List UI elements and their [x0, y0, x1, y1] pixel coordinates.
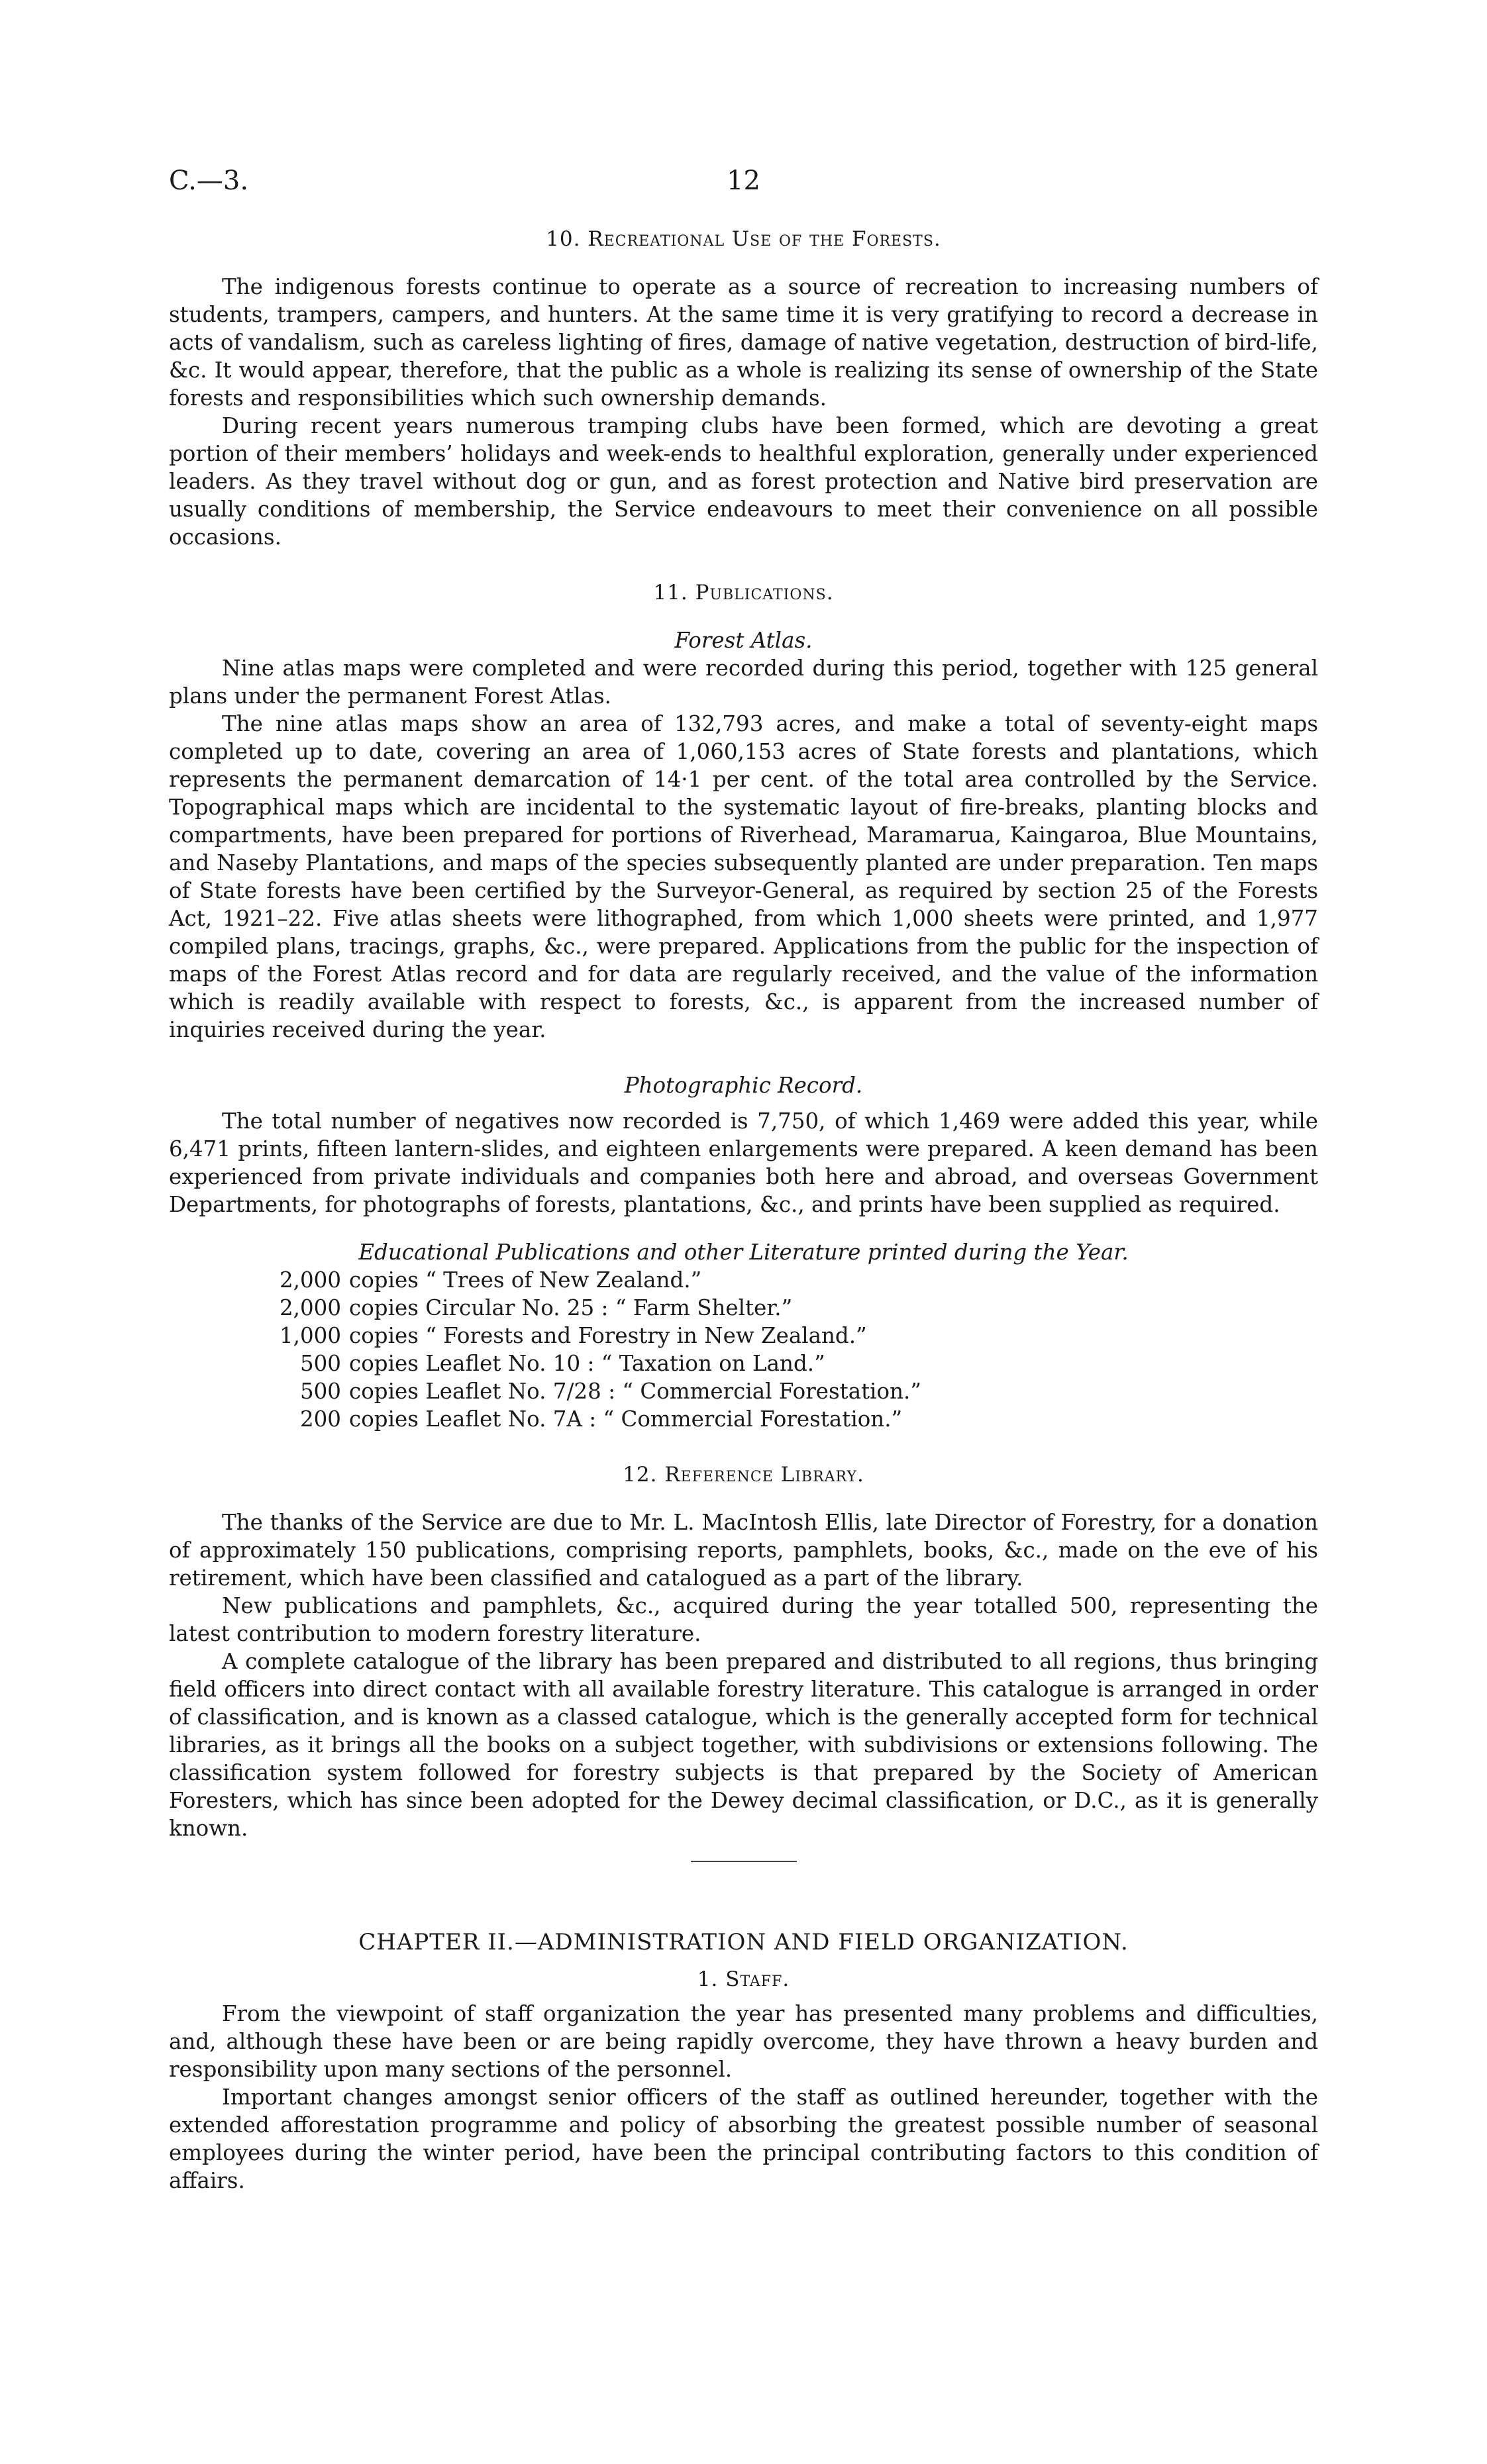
section-heading-recreational: 10. Recreational Use of the Forests.	[546, 227, 941, 251]
document-code: C.—3.	[169, 166, 249, 196]
list-item	[169, 1377, 1318, 1405]
list-item	[169, 1266, 1318, 1294]
section-heading-staff: 1. Staff.	[697, 1967, 790, 1991]
subheading-photographic-record: Photographic Record.	[624, 1073, 863, 1098]
chapter-title: CHAPTER II.—ADMINISTRATION AND FIELD ORGANIZATION.	[358, 1929, 1129, 1955]
publication-title: copies Leaflet No. 7/28 : “ Commercial Forestation.”	[349, 1379, 921, 1404]
publication-title: copies Circular No. 25 : “ Farm Shelter.”	[349, 1295, 793, 1320]
publication-title: copies “ Forests and Forestry in New Zealand.”	[349, 1323, 867, 1348]
section-heading-publications: 11. Publications.	[653, 581, 834, 605]
section-heading-library: 12. Reference Library.	[623, 1463, 864, 1487]
paragraph: Important changes amongst senior officers of the staff as outlined hereunder, together with the extended afforestation programme and policy of absorbing the greatest possible number of seasonal employees during the winter period, have been the principal contributing factors to this condition of affairs.	[169, 2085, 1318, 2193]
publication-quantity: 500	[299, 1351, 341, 1376]
list-item	[169, 1405, 1318, 1433]
subheading-educational-publications: Educational Publications and other Literature printed during the Year.	[358, 1240, 1129, 1265]
paragraph: From the viewpoint of staff organization the year has presented many problems and difficulties, and, although these have been or are being rapidly overcome, they have thrown a heavy burden and responsibility upon many sections of the personnel.	[169, 2001, 1318, 2082]
subheading-forest-atlas: Forest Atlas.	[674, 628, 813, 653]
page-content	[169, 225, 1318, 2194]
paragraph: Nine atlas maps were completed and were recorded during this period, together with 125 general plans under the permanent Forest Atlas.	[169, 656, 1318, 709]
publication-quantity: 2,000	[279, 1295, 341, 1320]
publication-quantity: 200	[299, 1406, 341, 1432]
list-item	[169, 1322, 1318, 1350]
paragraph: The nine atlas maps show an area of 132,793 acres, and make a total of seventy-eight maps completed up to date, covering an area of 1,060,153 acres of State forests and plantations, which represents the permanent demarcation of 14·1 per cent. of the total area controlled by the Service. Topographical maps which are incidental to the systematic layout of fire-breaks, planting blocks and compartments, have been prepared for portions of Riverhead, Maramarua, Kaingaroa, Blue Mountains, and Naseby Plantations, and maps of the species subsequently planted are under preparation. Ten maps of State forests have been certified by the Surveyor-General, as required by section 25 of the Forests Act, 1921–22. Five atlas sheets were lithographed, from which 1,000 sheets were printed, and 1,977 compiled plans, tracings, graphs, &c., were prepared. Applications from the public for the inspection of maps of the Forest Atlas record and for data are regularly received, and the value of the information which is readily available with respect to forests, &c., is apparent from the increased number of inquiries received during the year.	[169, 711, 1318, 1042]
paragraph: The indigenous forests continue to operate as a source of recreation to increasing numbers of students, trampers, campers, and hunters. At the same time it is very gratifying to record a decrease in acts of vandalism, such as careless lighting of fires, damage of native vegetation, destruction of bird-life, &c. It would appear, therefore, that the public as a whole is realizing its sense of ownership of the State forests and responsibilities which such ownership demands.	[169, 274, 1318, 411]
publication-title: copies Leaflet No. 7A : “ Commercial Forestation.”	[349, 1406, 903, 1432]
publication-quantity: 2,000	[279, 1267, 341, 1293]
publication-title: copies Leaflet No. 10 : “ Taxation on Land.”	[349, 1351, 825, 1376]
publication-list	[169, 1266, 1318, 1433]
page-header	[169, 166, 1318, 205]
paragraph: A complete catalogue of the library has been prepared and distributed to all regions, thus bringing field officers into direct contact with all available forestry literature. This catalogue is arranged in order of classification, and is known as a classed catalogue, which is the generally accepted form for technical libraries, as it brings all the books on a subject together, with subdivisions or extensions following. The classification system followed for forestry subjects is that prepared by the Society of American Foresters, which has since been adopted for the Dewey decimal classification, or D.C., as it is generally known.	[169, 1649, 1318, 1841]
paragraph: The total number of negatives now recorded is 7,750, of which 1,469 were added this year, while 6,471 prints, fifteen lantern-slides, and eighteen enlargements were prepared. A keen demand has been experienced from private individuals and companies both here and abroad, and overseas Government Departments, for photographs of forests, plantations, &c., and prints have been supplied as required.	[169, 1109, 1318, 1217]
list-item	[169, 1294, 1318, 1322]
publication-title: copies “ Trees of New Zealand.”	[349, 1267, 702, 1293]
list-item	[169, 1350, 1318, 1377]
paragraph: During recent years numerous tramping clubs have been formed, which are devoting a great portion of their members’ holidays and week-ends to healthful exploration, generally under experienced leaders. As they travel without dog or gun, and as forest protection and Native bird preservation are usually conditions of membership, the Service endeavours to meet their convenience on all possible occasions.	[169, 413, 1318, 550]
paragraph: New publications and pamphlets, &c., acquired during the year totalled 500, representing the latest contribution to modern forestry literature.	[169, 1593, 1318, 1646]
paragraph: The thanks of the Service are due to Mr. L. MacIntosh Ellis, late Director of Forestry, for a donation of approximately 150 publications, comprising reports, pamphlets, books, &c., made on the eve of his retirement, which have been classified and catalogued as a part of the library.	[169, 1510, 1318, 1591]
page-number: 12	[727, 166, 760, 196]
publication-quantity: 500	[299, 1379, 341, 1404]
publication-quantity: 1,000	[279, 1323, 341, 1348]
